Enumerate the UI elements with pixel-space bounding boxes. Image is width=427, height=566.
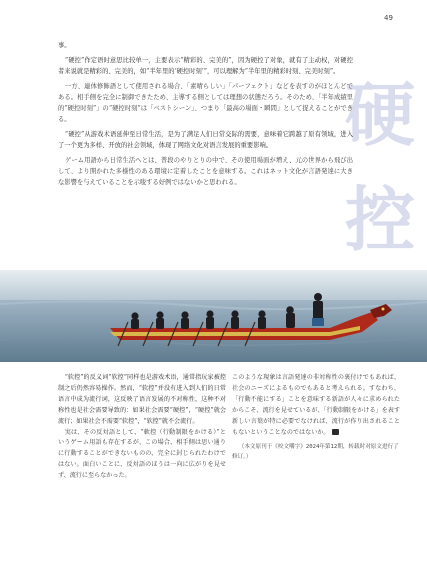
paragraph-japanese-4-text: このような現象は言語発達の非対称性の裏付けでもあれば、社会のニーズによるものでもあると考えられる。すなわち、「行動不能にする」ことを意味する新語が人々に求められたからこそ、流行を見せているが、「行動制限をかける」を表す新しい言葉が特に必要でなければ、流行が作り出されることもないということなのではないか。	[232, 374, 400, 436]
paragraph-continuation: 事。	[58, 42, 71, 49]
dragon-boat-photo	[0, 270, 427, 362]
paragraph-japanese-2: ゲーム用語から日常生活へとは、普段のやりとりの中で、その使用場面が増え、元の世界から飛び出して、より開かれた多様性のある環境に定着したことを意味する。これはネット文化が言語発達に大きな影響を与えていることを示唆する好例ではないかと思われる。	[58, 156, 353, 187]
source-note: （本文原刊于《咬文嚼字》2024年第12期，转载时对原文进行了修订。）	[232, 444, 399, 460]
paragraph-chinese-2: “硬控”从游戏术语延伸至日常生活，是为了满足人们日常交际的需要，意味着它跨越了原有领域，进入了一个更为多样、开放的社会领域，体现了网络文化对语言发展的重要影响。	[58, 130, 353, 150]
paragraph-japanese-3: 実は、その反対語として、“軟控（行動制限をかける）”というゲーム用語も存在するが、この場合、相手側は思い通りに行動することができないものの、完全に封じられたわけではない。面白いことに、反対語のほうは一向に広がりを見せず、流行に至らなかった。	[58, 428, 226, 480]
paragraph-japanese-1: 一方、連体修飾語として使用される場合、「素晴らしい」「パーフェクト」などを表すのがほとんどである。相手側を完全に制御できたため、主導する側としては理想の状態だろう。そのため、「半年成績里的“硬控时刻”」の“硬控时刻”は「ベストシーン」、つまり「最高の場面・瞬間」として捉えることができる。	[58, 82, 353, 124]
right-column	[232, 373, 400, 462]
left-column	[58, 373, 226, 482]
watermark-character-kong: 控	[345, 179, 415, 261]
end-of-article-mark	[332, 429, 339, 435]
paragraph-japanese-4	[232, 373, 400, 438]
paragraph-chinese-1: “硬控”作定语时意思比较单一，主要表示“精彩的、完美的”，因为硬控了对象，就有了主动权，对硬控者来说就是精彩的、完美的，如“半年里的‘硬控时刻’”，可以理解为“半年里的精彩时刻、完美时刻”。	[58, 56, 353, 75]
article-body-top	[58, 40, 353, 192]
paragraph-chinese-3: “软控”的反义词“软控”同样也是游戏术语，通常指玩家被控制之后仍然容易操作。然而，“软控”并没有进入到人们的日常语言中成为流行词，这反映了语言发展的不对称性，这种不对称性也是社会需要导致的：如果社会需要“硬控”，“硬控”就会流行；如果社会不需要“软控”，“软控”就不会流行。	[58, 374, 226, 425]
page-number: 49	[384, 14, 393, 22]
watermark-character-ying: 硬	[345, 74, 415, 156]
